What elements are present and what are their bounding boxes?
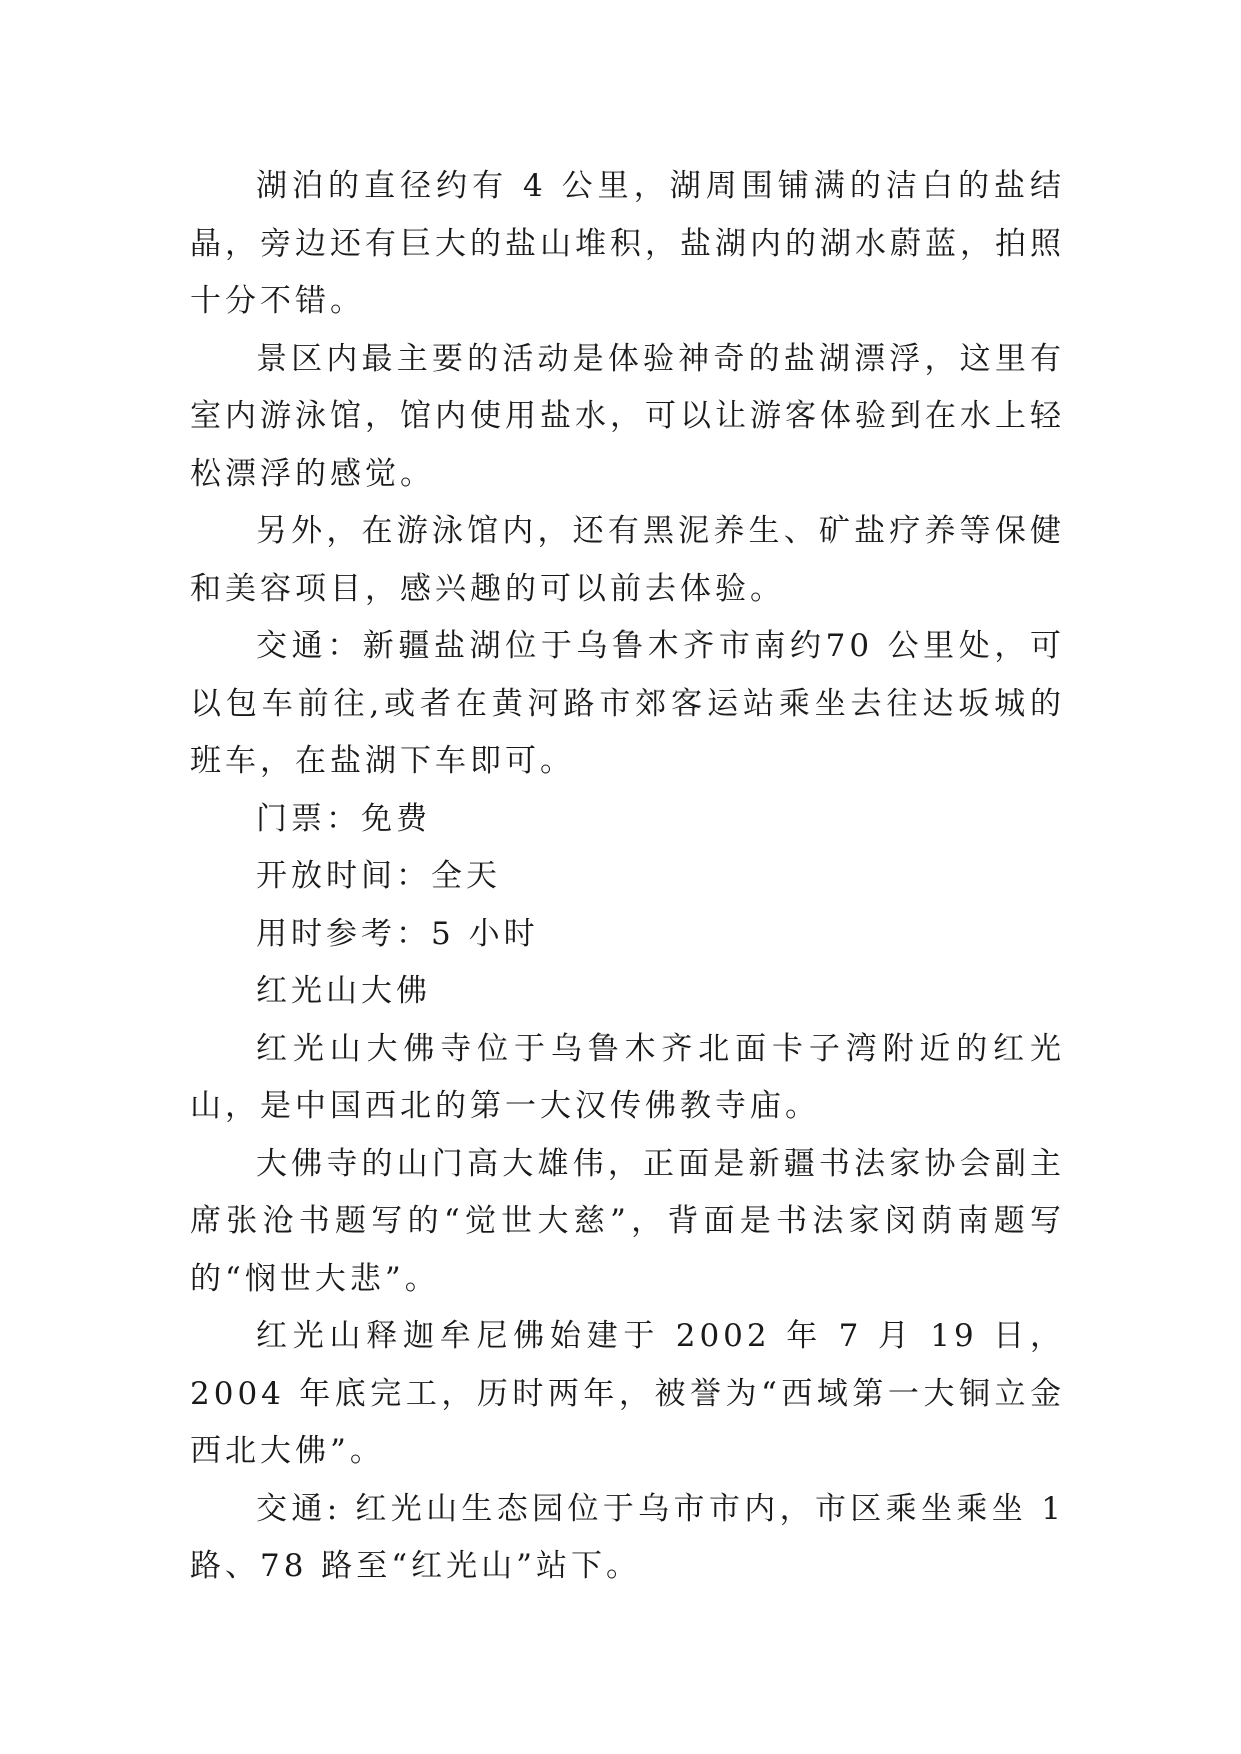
paragraph-opening-hours: 开放时间：全天 — [256, 858, 501, 894]
paragraph-buddha-construction: 红光山释迦牟尼佛始建于 2002 年 7 月 19 日，2004 年底完工，历时两年，被誉为“西域第一大铜立金西北大佛”。 — [190, 1318, 1065, 1469]
paragraph-ticket: 门票：免费 — [256, 800, 431, 837]
paragraph-temple-location: 红光山大佛寺位于乌鲁木齐北面卡子湾附近的红光山，是中国西北的第一大汉传佛教寺庙。 — [190, 1030, 1065, 1124]
section-heading-hongguangshan: 红光山大佛 — [256, 973, 431, 1009]
paragraph-time-reference: 用时参考：5 小时 — [256, 915, 539, 952]
document-body — [190, 158, 1065, 1596]
paragraph-salt-lake-description: 湖泊的直径约有 4 公里，湖周围铺满的洁白的盐结晶，旁边还有巨大的盐山堆积，盐湖内的湖水蔚蓝，拍照十分不错。 — [190, 168, 1065, 319]
paragraph-salt-lake-transport: 交通：新疆盐湖位于乌鲁木齐市南约70 公里处，可以包车前往,或者在黄河路市郊客运站乘坐去往达坂城的班车，在盐湖下车即可。 — [190, 628, 1065, 779]
paragraph-temple-gate: 大佛寺的山门高大雄伟，正面是新疆书法家协会副主席张沧书题写的“觉世大慈”，背面是书法家闵荫南题写的“悯世大悲”。 — [190, 1145, 1065, 1297]
paragraph-spa-projects: 另外，在游泳馆内，还有黑泥养生、矿盐疗养等保健和美容项目，感兴趣的可以前去体验。 — [190, 513, 1065, 607]
paragraph-salt-lake-floating: 景区内最主要的活动是体验神奇的盐湖漂浮，这里有室内游泳馆，馆内使用盐水，可以让游客体验到在水上轻松漂浮的感觉。 — [190, 340, 1065, 492]
paragraph-temple-transport: 交通: 红光山生态园位于乌市市内，市区乘坐乘坐 1 路、78 路至“红光山”站下。 — [190, 1490, 1065, 1584]
